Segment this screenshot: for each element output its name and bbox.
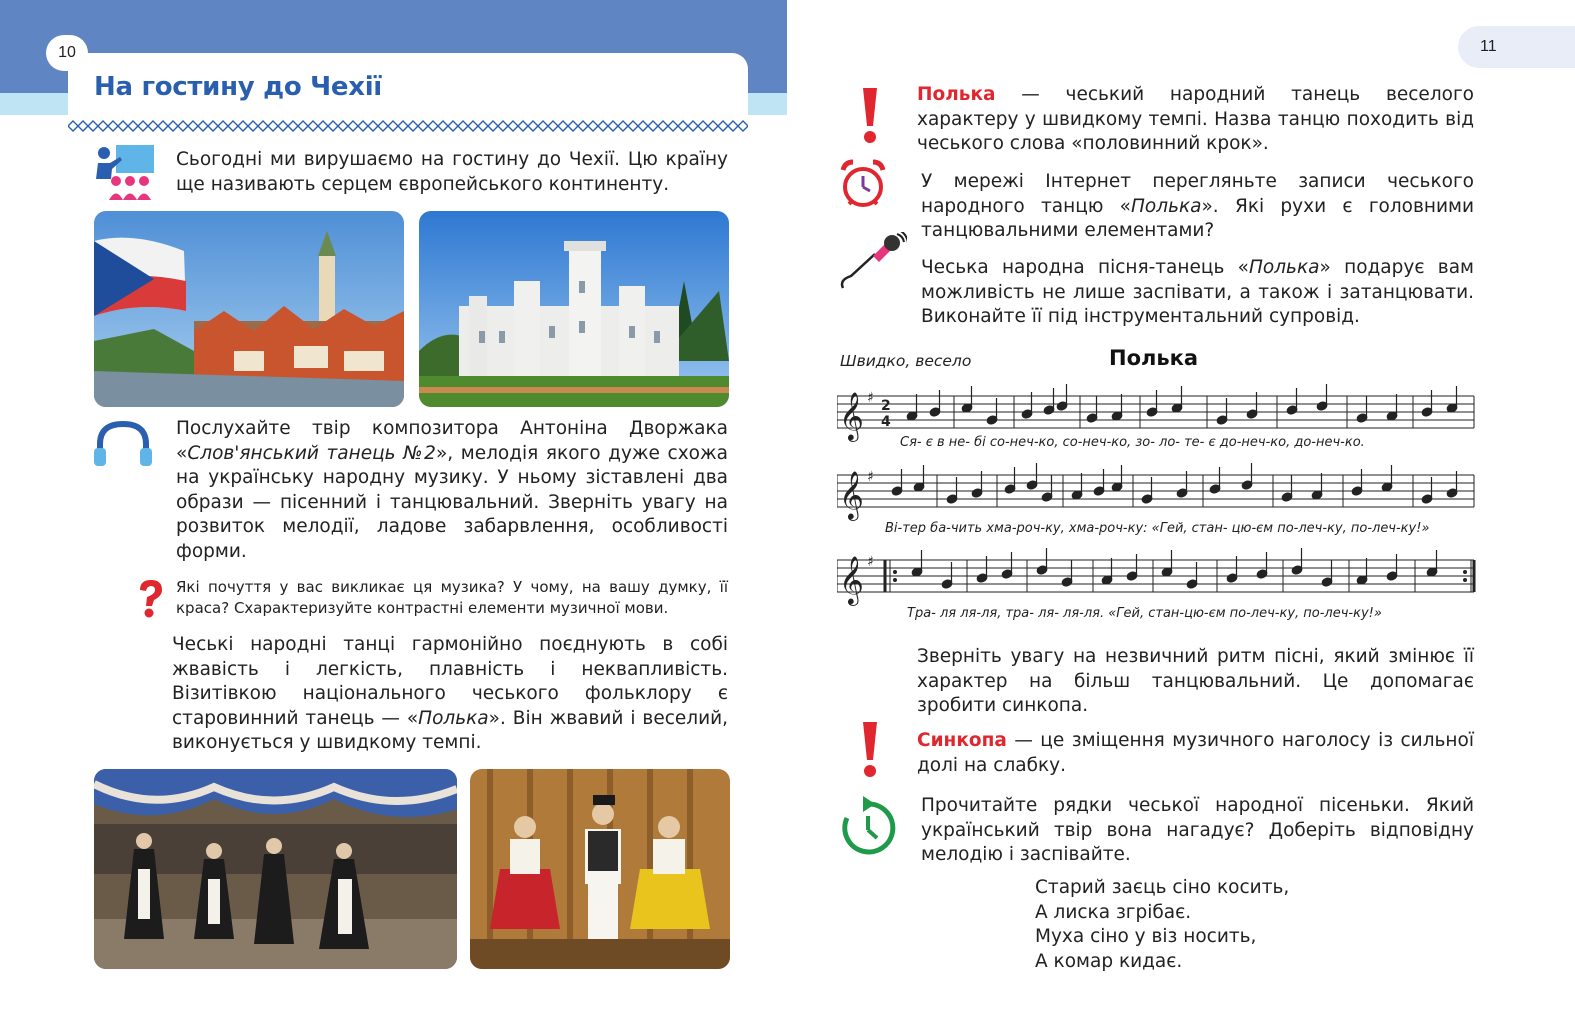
task-sing-part1: Чеська народна пісня-танець « <box>921 257 1249 278</box>
rhythm-note: Зверніть увагу на незвичний ритм пісні, який змінює її характер на більш танцювальний. Це допомагає зробити синкопа. <box>917 646 1474 716</box>
photo-cesky-krumlov <box>94 211 404 407</box>
sheet-music <box>837 380 1477 620</box>
exclamation-icon-2 <box>859 720 881 778</box>
exclamation-icon <box>859 86 881 144</box>
dances-text-part2: ». Він жвавий і веселий, виконується у швидкому темпі. <box>172 707 729 753</box>
dances-text <box>172 633 728 756</box>
score-title: Полька <box>1109 346 1199 370</box>
microphone-icon <box>837 232 907 292</box>
dances-text-part1: Чеські народні танці гармонійно поєднують в собі жвавість і легкість, плавність і неквапливість. Візитівкою національного чеського фольклору є старовинний танець — « <box>172 634 728 729</box>
teacher-icon <box>92 143 156 201</box>
task-sing <box>921 256 1474 330</box>
right-page <box>787 0 1575 1024</box>
left-page <box>0 0 787 1024</box>
task-sing-work: Полька <box>1249 257 1320 278</box>
task-internet-part2: ». Які рухи є головними танцювальними елементами? <box>921 195 1474 241</box>
syncopation-definition-text: — це зміщення музичного наголосу із сильної долі на слабку. <box>917 730 1474 776</box>
poem-line: А комар кидає. <box>1035 950 1183 972</box>
svg-text:♯: ♯ <box>867 554 874 570</box>
question-text: Які почуття у вас викликає ця музика? У чому, на вашу думку, її краса? Схарактеризуйте контрастні елементи музичної мови. <box>176 578 728 617</box>
alarm-clock-icon <box>837 158 889 210</box>
green-clock-icon <box>839 796 897 858</box>
svg-text:𝄞: 𝄞 <box>839 391 864 440</box>
listen-text-part2: », мелодія якого дуже схожа на українську народну музику. У ньому зіставлені два образи — пісенний і танцювальний. Зверніть увагу на розвиток мелодії, ладове забарвлення, особливості форми. <box>176 442 728 562</box>
lyrics-line-1: Ся- є в не- бі со-неч-ко, со-неч-ко, зо- ло- те- є до-неч-ко, до-неч-ко. <box>900 435 1365 450</box>
poem <box>1035 876 1289 974</box>
dances-work-title: Полька <box>418 707 489 729</box>
page-number-left: 10 <box>46 35 88 71</box>
listen-work-title: Слов'янський танець №2 <box>187 442 436 464</box>
listen-text-part1: Послухайте твір композитора Антоніна Дворжака « <box>176 418 728 464</box>
svg-text:4: 4 <box>881 414 891 430</box>
polka-term: Полька <box>917 84 996 105</box>
syncopation-term: Синкопа <box>917 730 1007 751</box>
page-number-right: 11 <box>1458 26 1575 68</box>
score-tempo: Швидко, весело <box>840 352 972 370</box>
intro-text: Сьогодні ми вирушаємо на гостину до Чехії. Цю країну ще називають серцем європейського континенту. <box>176 149 728 195</box>
lyrics-line-2: Ві-тер ба-чить хма-роч-ку, хма-роч-ку: «Гей, стан- цю-єм по-леч-ку, по-леч-ку!» <box>885 521 1430 536</box>
question-icon <box>134 578 166 620</box>
task-read: Прочитайте рядки чеської народної пісеньки. Який український твір вона нагадує? Доберіть відповідну мелодію і заспівайте. <box>921 795 1474 865</box>
listen-text <box>176 417 728 564</box>
poem-line: Муха сіно у віз носить, <box>1035 926 1257 947</box>
svg-text:2: 2 <box>881 398 891 414</box>
photo-folk-dancers-stage <box>470 769 730 969</box>
zigzag-divider <box>68 120 748 132</box>
headphones-icon <box>92 420 154 468</box>
page-title: На гостину до Чехії <box>94 72 382 102</box>
svg-text:𝄞: 𝄞 <box>839 470 864 519</box>
syncopation-definition <box>917 729 1474 778</box>
task-internet-work: Полька <box>1131 195 1202 217</box>
svg-text:♯: ♯ <box>867 469 874 485</box>
svg-text:𝄞: 𝄞 <box>839 555 864 604</box>
polka-definition <box>917 83 1474 157</box>
lyrics-line-3: Тра- ля ля-ля, тра- ля- ля-ля. «Гей, стан-цю-єм по-леч-ку, по-леч-ку!» <box>907 606 1382 621</box>
poem-line: А лиска згрібає. <box>1035 901 1192 923</box>
poem-line: Старий заєць сіно косить, <box>1035 877 1290 898</box>
task-internet <box>921 170 1474 244</box>
photo-castle <box>419 211 729 407</box>
task-internet-part1: У мережі Інтернет перегляньте записи чеського народного танцю « <box>921 171 1474 217</box>
svg-text:♯: ♯ <box>867 390 874 406</box>
polka-definition-text: — чеський народний танець веселого характеру у швидкому темпі. Назва танцю походить від чеського слова «половинний крок». <box>917 84 1474 154</box>
task-sing-part2: » подарує вам можливість не лише заспівати, а також і затанцювати. Виконайте її під інструментальний супровід. <box>921 257 1474 327</box>
photo-folk-dancers-tent <box>94 769 457 969</box>
